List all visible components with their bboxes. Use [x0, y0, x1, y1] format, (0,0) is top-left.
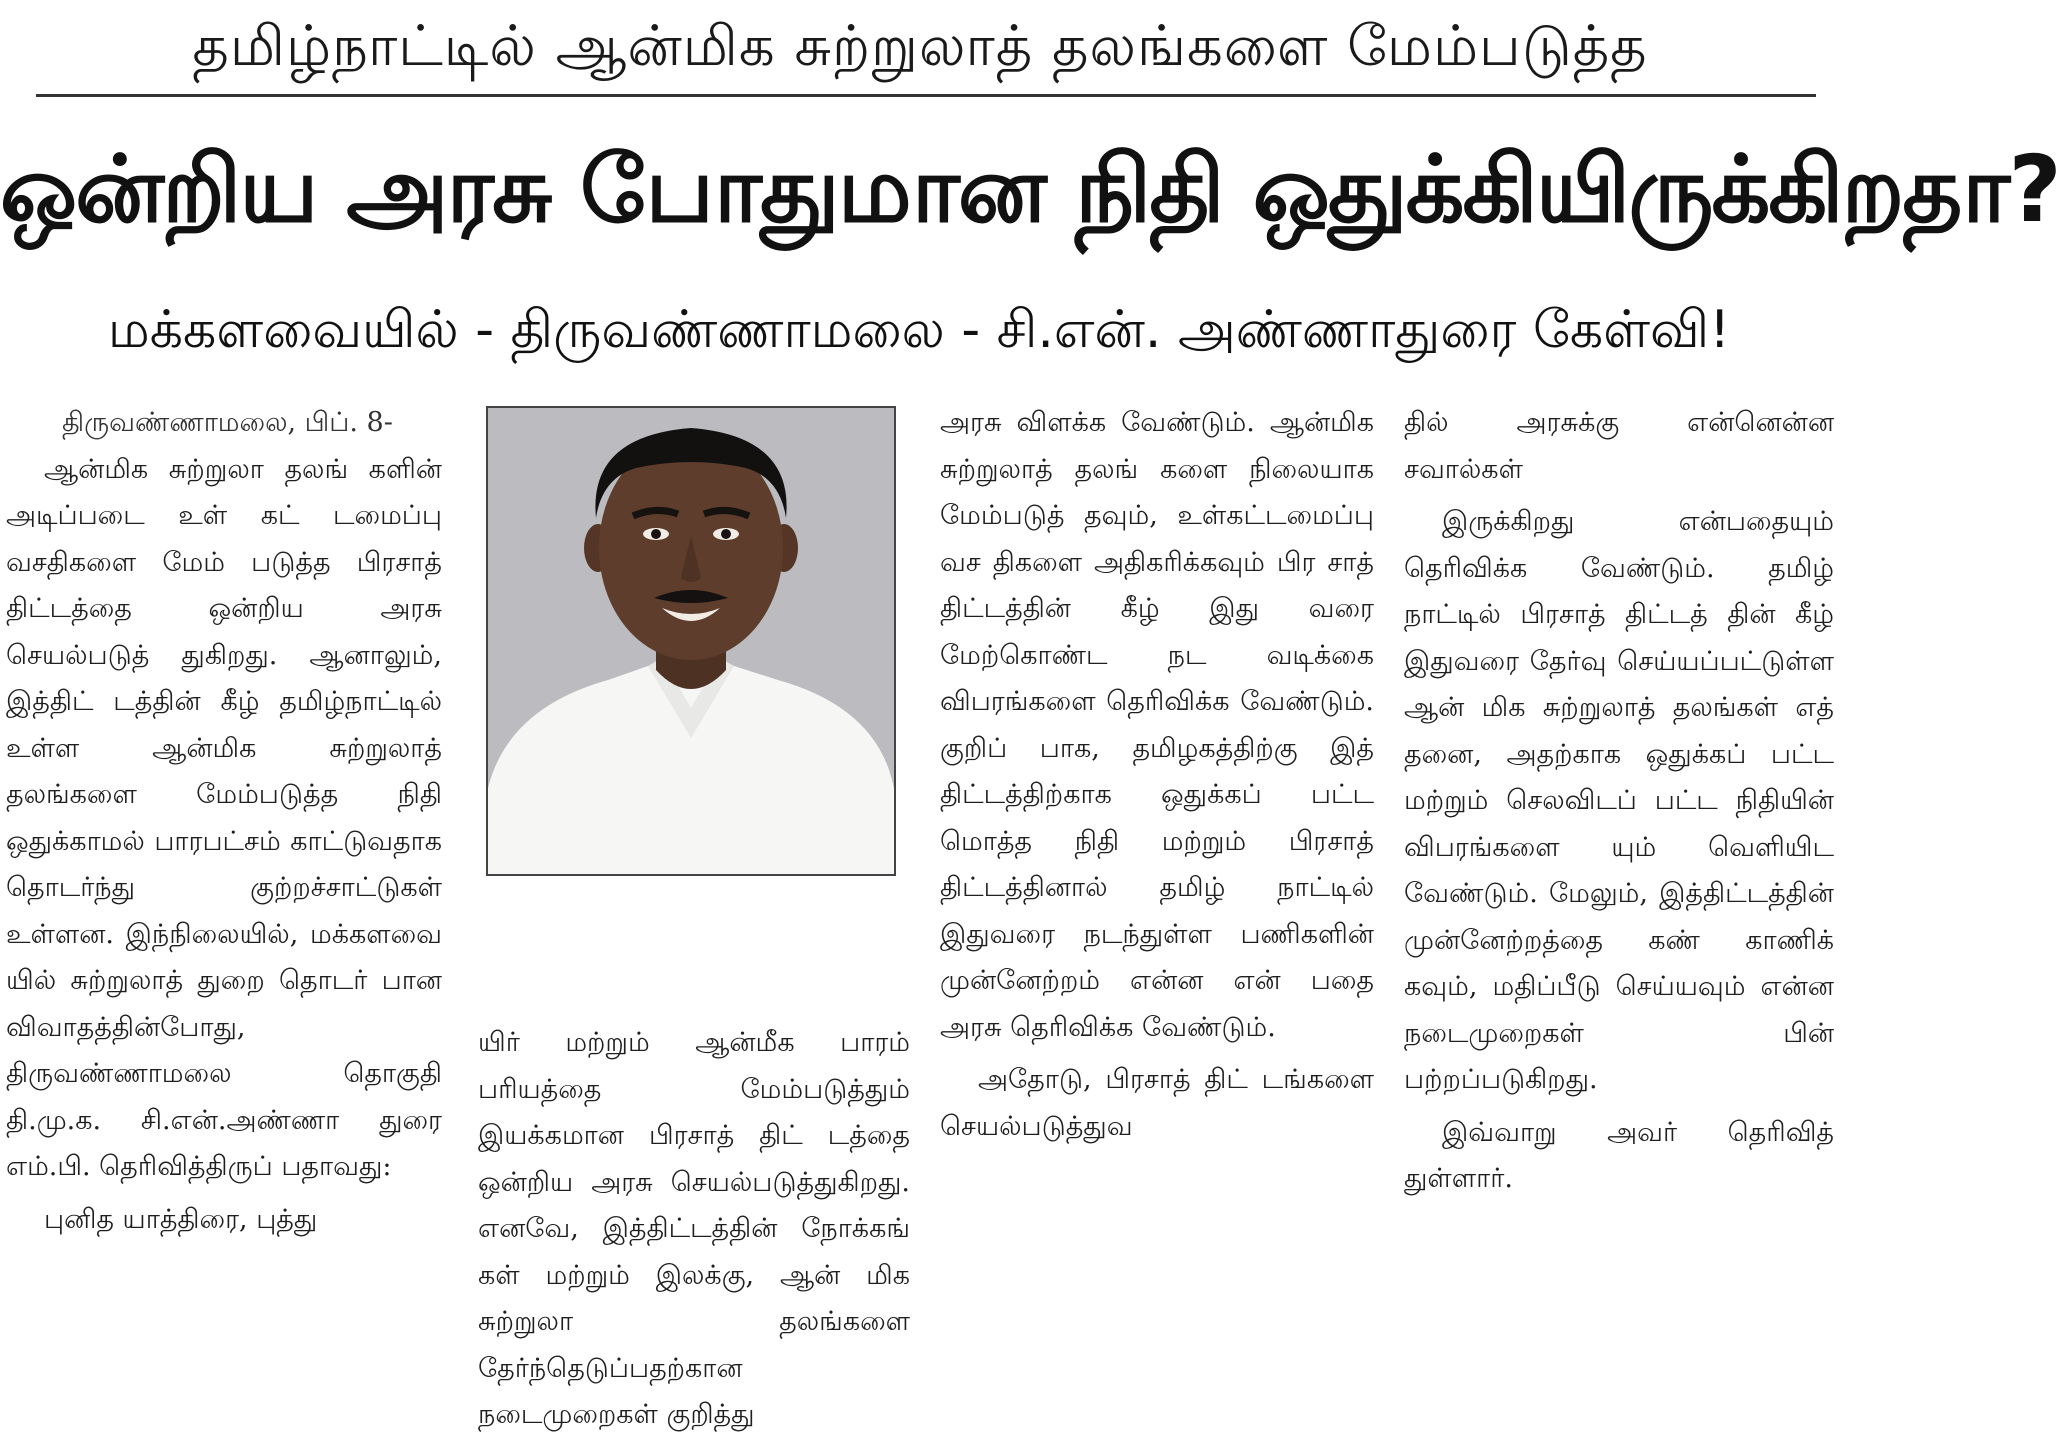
- article-column-4: [1404, 400, 1834, 1346]
- article-column-1: [6, 400, 442, 1346]
- kicker-headline: தமிழ்நாட்டில் ஆன்மிக சுற்றுலாத் தலங்களை மேம்படுத்த: [192, 14, 1648, 79]
- paragraph: அரசு விளக்க வேண்டும். ஆன்மிக சுற்றுலாத் தலங் களை நிலையாக மேம்படுத் தவும், உள்கட்டமைப்பு வச திகளை அதிகரிக்கவும் பிர சாத் திட்டத்தின் கீழ் இது வரை மேற்கொண்ட நட வடிக்கை விபரங்களை தெரிவிக்க வேண்டும். குறிப் பாக, தமிழகத்திற்கு இத் திட்டத்திற்காக ஒதுக்கப் பட்ட மொத்த நிதி மற்றும் பிரசாத் திட்டத்தினால் தமிழ் நாட்டில் இதுவரை நடந்துள்ள பணிகளின் முன்னேற்றம் என்ன என் பதை அரசு தெரிவிக்க வேண்டும்.: [940, 407, 1374, 1043]
- paragraph: அதோடு, பிரசாத் திட் டங்களை செயல்படுத்துவ: [940, 1064, 1374, 1142]
- paragraph: தில் அரசுக்கு என்னென்ன சவால்கள்: [1404, 407, 1834, 485]
- paragraph: இருக்கிறது என்பதையும் தெரிவிக்க வேண்டும். தமிழ் நாட்டில் பிரசாத் திட்டத் தின் கீழ் இதுவரை தேர்வு செய்யப்பட்டுள்ள ஆன் மிக சுற்றுலாத் தலங்கள் எத் தனை, அதற்காக ஒதுக்கப் பட்ட மற்றும் செலவிடப் பட்ட நிதியின் விபரங்களை யும் வெளியிட வேண்டும். மேலும், இத்திட்டத்தின் முன்னேற்றத்தை கண் காணிக் கவும், மதிப்பீடு செய்யவும் என்ன நடைமுறைகள் பின் பற்றப்படுகிறது.: [1404, 506, 1834, 1095]
- article-column-2: [478, 1020, 910, 1430]
- paragraph: யிர் மற்றும் ஆன்மீக பாரம் பரியத்தை மேம்படுத்தும் இயக்கமான பிரசாத் திட் டத்தை ஒன்றிய அரசு செயல்படுத்துகிறது. எனவே, இத்திட்டத்தின் நோக்கங் கள் மற்றும் இலக்கு, ஆன் மிக சுற்றுலா தலங்களை தேர்ந்தெடுப்பதற்கான நடைமுறைகள் குறித்து: [478, 1027, 910, 1430]
- article-column-3: [940, 400, 1374, 1346]
- paragraph: இவ்வாறு அவர் தெரிவித் துள்ளார்.: [1404, 1116, 1834, 1194]
- paragraph: புனித யாத்திரை, புத்து: [44, 1203, 318, 1235]
- kicker-rule: [36, 94, 1816, 97]
- paragraph: ஆன்மிக சுற்றுலா தலங் களின் அடிப்படை உள் கட் டமைப்பு வசதிகளை மேம் படுத்த பிரசாத் திட்டத்தை ஒன்றிய அரசு செயல்படுத் துகிறது. ஆனாலும், இத்திட் டத்தின் கீழ் தமிழ்நாட்டில் உள்ள ஆன்மிக சுற்றுலாத் தலங்களை மேம்படுத்த நிதி ஒதுக்காமல் பாரபட்சம் காட்டுவதாக தொடர்ந்து குற்றச்சாட்டுகள் உள்ளன. இந்நிலையில், மக்களவை யில் சுற்றுலாத் துறை தொடர் பான விவாதத்தின்போது, திருவண்ணாமலை தொகுதி தி.மு.க. சி.என்.அண்ணா துரை எம்.பி. தெரிவித்திருப் பதாவது:: [6, 453, 442, 1182]
- sub-headline: மக்களவையில் - திருவண்ணாமலை - சி.என். அண்ணாதுரை கேள்வி!: [107, 300, 1731, 360]
- portrait-image: [488, 408, 894, 874]
- main-headline: ஒன்றிய அரசு போதுமான நிதி ஒதுக்கியிருக்கிறதா?: [0, 136, 2060, 243]
- mp-photo: [486, 406, 896, 876]
- dateline: திருவண்ணாமலை, பிப். 8-: [62, 407, 393, 438]
